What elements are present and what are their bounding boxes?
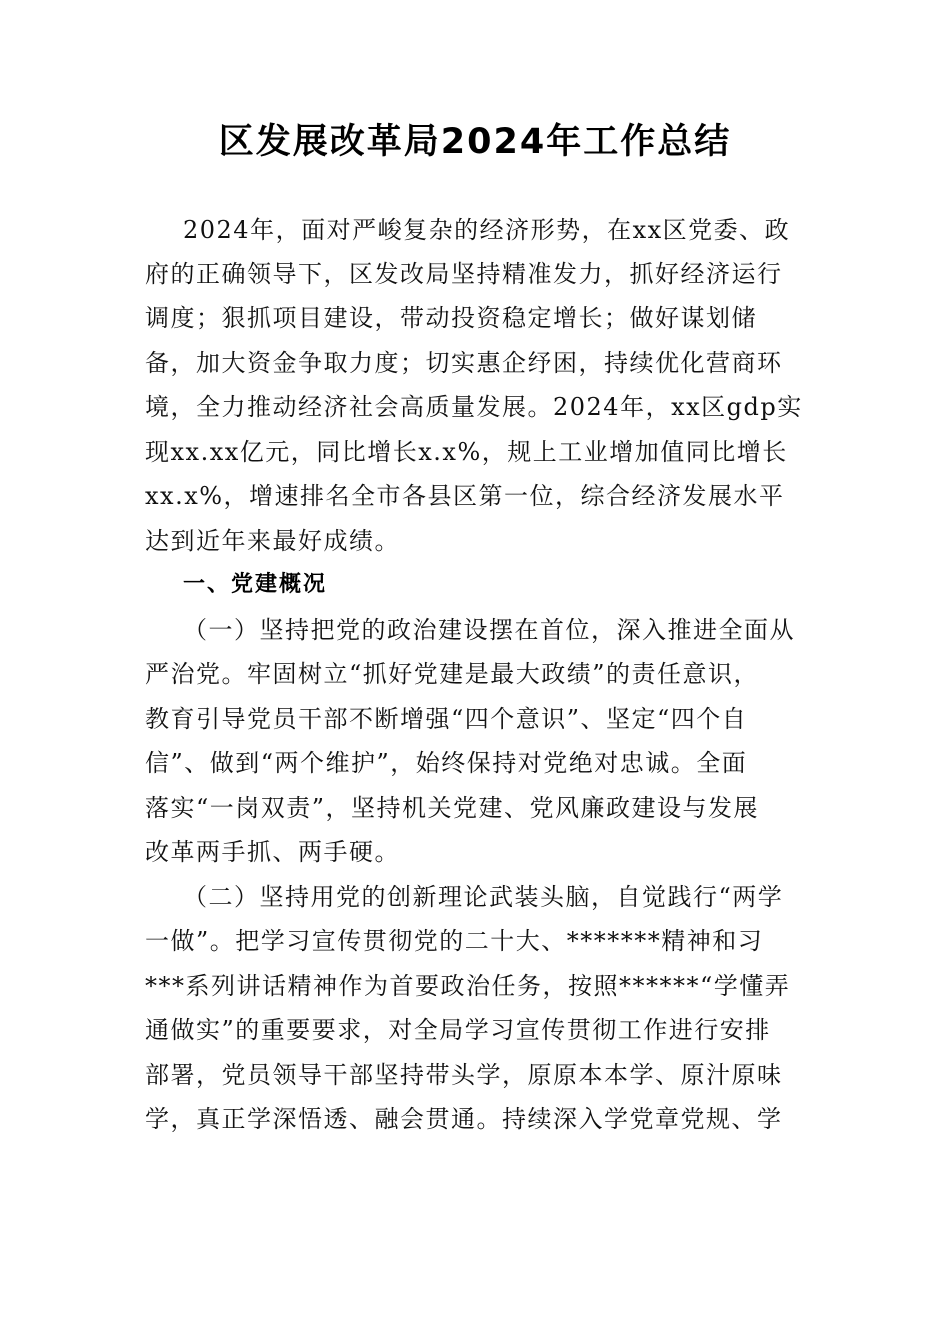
para1-line-1: （一）坚持把党的政治建设摆在首位，深入推进全面从 bbox=[183, 616, 795, 644]
para2-line-1: （二）坚持用党的创新理论武装头脑，自觉践行“两学 bbox=[183, 883, 784, 911]
para2-line-4: 通做实”的重要要求，对全局学习宣传贯彻工作进行安排 bbox=[145, 1016, 771, 1044]
para1-line-2: 严治党。牢固树立“抓好党建是最大政绩”的责任意识， bbox=[145, 660, 760, 688]
para2-line-6: 学，真正学深悟透、融会贯通。持续深入学党章党规、学 bbox=[145, 1105, 783, 1133]
intro-line-5: 境，全力推动经济社会高质量发展。2024年，xx区gdp实 bbox=[145, 393, 803, 421]
section-heading-party-building: 一、党建概况 bbox=[183, 572, 328, 597]
para1-line-4: 信”、做到“两个维护”，始终保持对党绝对忠诚。全面 bbox=[145, 749, 748, 777]
para2-line-3: ***系列讲话精神作为首要政治任务，按照******“学懂弄 bbox=[145, 972, 791, 1000]
para1-line-5: 落实“一岗双责”，坚持机关党建、党风廉政建设与发展 bbox=[145, 794, 760, 822]
intro-line-7: xx.x%，增速排名全市各县区第一位，综合经济发展水平 bbox=[145, 482, 785, 510]
intro-line-2: 府的正确领导下，区发改局坚持精准发力，抓好经济运行 bbox=[145, 260, 783, 288]
document-title: 区发展改革局2024年工作总结 bbox=[218, 122, 732, 162]
intro-line-8: 达到近年来最好成绩。 bbox=[145, 527, 400, 555]
intro-line-3: 调度；狠抓项目建设，带动投资稳定增长；做好谋划储 bbox=[145, 304, 757, 332]
para1-line-6: 改革两手抓、两手硬。 bbox=[145, 838, 400, 866]
intro-line-4: 备，加大资金争取力度；切实惠企纾困，持续优化营商环 bbox=[145, 349, 783, 377]
para2-line-5: 部署，党员领导干部坚持带头学，原原本本学、原汁原味 bbox=[145, 1061, 783, 1089]
para1-line-3: 教育引导党员干部不断增强“四个意识”、坚定“四个自 bbox=[145, 705, 748, 733]
para2-line-2: 一做”。把学习宣传贯彻党的二十大、*******精神和习 bbox=[145, 927, 764, 955]
intro-line-6: 现xx.xx亿元，同比增长x.x%，规上工业增加值同比增长 bbox=[145, 438, 788, 466]
intro-line-1: 2024年，面对严峻复杂的经济形势，在xx区党委、政 bbox=[183, 216, 791, 244]
